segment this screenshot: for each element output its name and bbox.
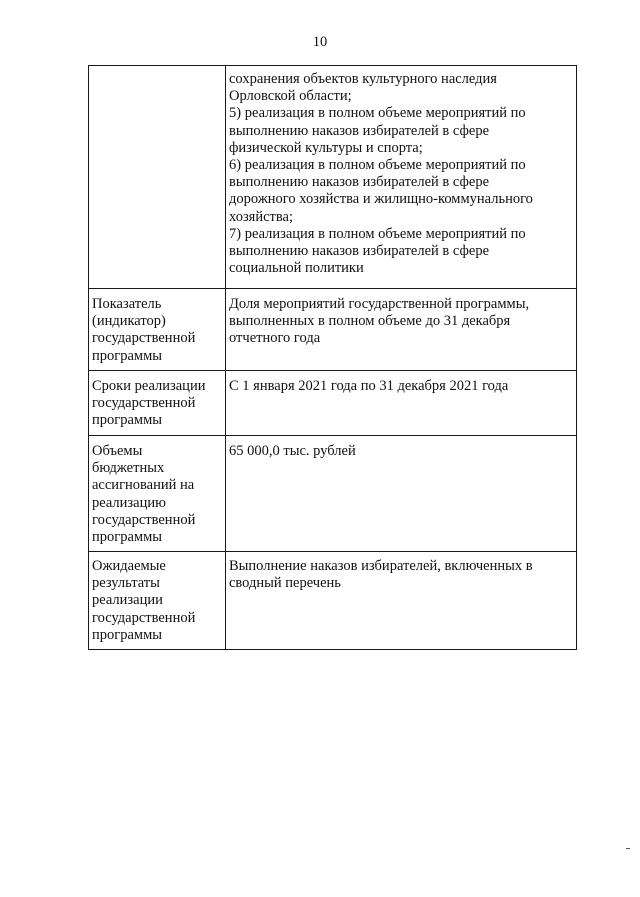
value-line: сводный перечень bbox=[229, 575, 341, 592]
row-value-cell bbox=[226, 436, 577, 552]
label-line: бюджетных bbox=[92, 460, 165, 477]
value-line: Доля мероприятий государственной программы, bbox=[229, 296, 530, 312]
value-line: сохранения объектов культурного наследия bbox=[229, 71, 497, 87]
value-line: 6) реализация в полном объеме мероприятий по bbox=[229, 157, 526, 174]
value-line: выполнению наказов избирателей в сфере bbox=[229, 122, 490, 139]
value-line: выполнению наказов избирателей в сфере bbox=[229, 174, 490, 191]
label-line: государственной bbox=[92, 395, 196, 412]
table-row bbox=[89, 371, 577, 436]
value-line: Выполнение наказов избирателей, включенных в bbox=[229, 558, 533, 574]
row-value-cell bbox=[226, 66, 577, 289]
label-line: ассигнований на bbox=[92, 477, 195, 494]
row-label-cell bbox=[89, 371, 226, 436]
value-line: дорожного хозяйства и жилищно-коммунального bbox=[229, 191, 533, 208]
program-passport-table bbox=[88, 65, 577, 650]
label-line: реализации bbox=[92, 592, 163, 609]
label-line: результаты bbox=[92, 575, 160, 592]
label-line: реализацию bbox=[92, 494, 166, 511]
value-line: выполнению наказов избирателей в сфере bbox=[229, 243, 490, 260]
row-label-cell bbox=[89, 66, 226, 289]
label-line: (индикатор) bbox=[92, 313, 166, 330]
row-value-cell bbox=[226, 289, 577, 371]
label-line: государственной bbox=[92, 330, 196, 347]
table-row bbox=[89, 66, 577, 289]
label-line: Ожидаемые bbox=[92, 558, 166, 574]
label-line: программы bbox=[92, 412, 162, 429]
label-line: Показатель bbox=[92, 296, 162, 312]
value-line: социальной политики bbox=[229, 260, 364, 277]
row-label-cell bbox=[89, 289, 226, 371]
table-row bbox=[89, 552, 577, 650]
row-label-cell bbox=[89, 552, 226, 650]
label-line: программы bbox=[92, 529, 162, 546]
value-line: отчетного года bbox=[229, 330, 321, 347]
value-line: физической культуры и спорта; bbox=[229, 139, 423, 156]
value-line: С 1 января 2021 года по 31 декабря 2021 года bbox=[229, 378, 509, 394]
label-line: государственной bbox=[92, 511, 196, 528]
label-line: программы bbox=[92, 347, 162, 364]
scan-artifact-mark bbox=[626, 848, 630, 849]
value-line: Орловской области; bbox=[229, 88, 352, 105]
label-line: Сроки реализации bbox=[92, 378, 206, 394]
value-line: хозяйства; bbox=[229, 208, 293, 225]
table-row bbox=[89, 289, 577, 371]
value-line: выполненных в полном объеме до 31 декабря bbox=[229, 313, 511, 330]
value-line: 5) реализация в полном объеме мероприятий по bbox=[229, 105, 526, 122]
label-line: государственной bbox=[92, 609, 196, 626]
label-line: программы bbox=[92, 626, 162, 643]
row-label-cell bbox=[89, 436, 226, 552]
page-number: 10 bbox=[312, 34, 328, 50]
row-value-cell bbox=[226, 371, 577, 436]
value-line: 65 000,0 тыс. рублей bbox=[229, 443, 356, 459]
label-line: Объемы bbox=[92, 443, 143, 459]
table-row bbox=[89, 436, 577, 552]
value-line: 7) реализация в полном объеме мероприятий по bbox=[229, 225, 526, 242]
row-value-cell bbox=[226, 552, 577, 650]
